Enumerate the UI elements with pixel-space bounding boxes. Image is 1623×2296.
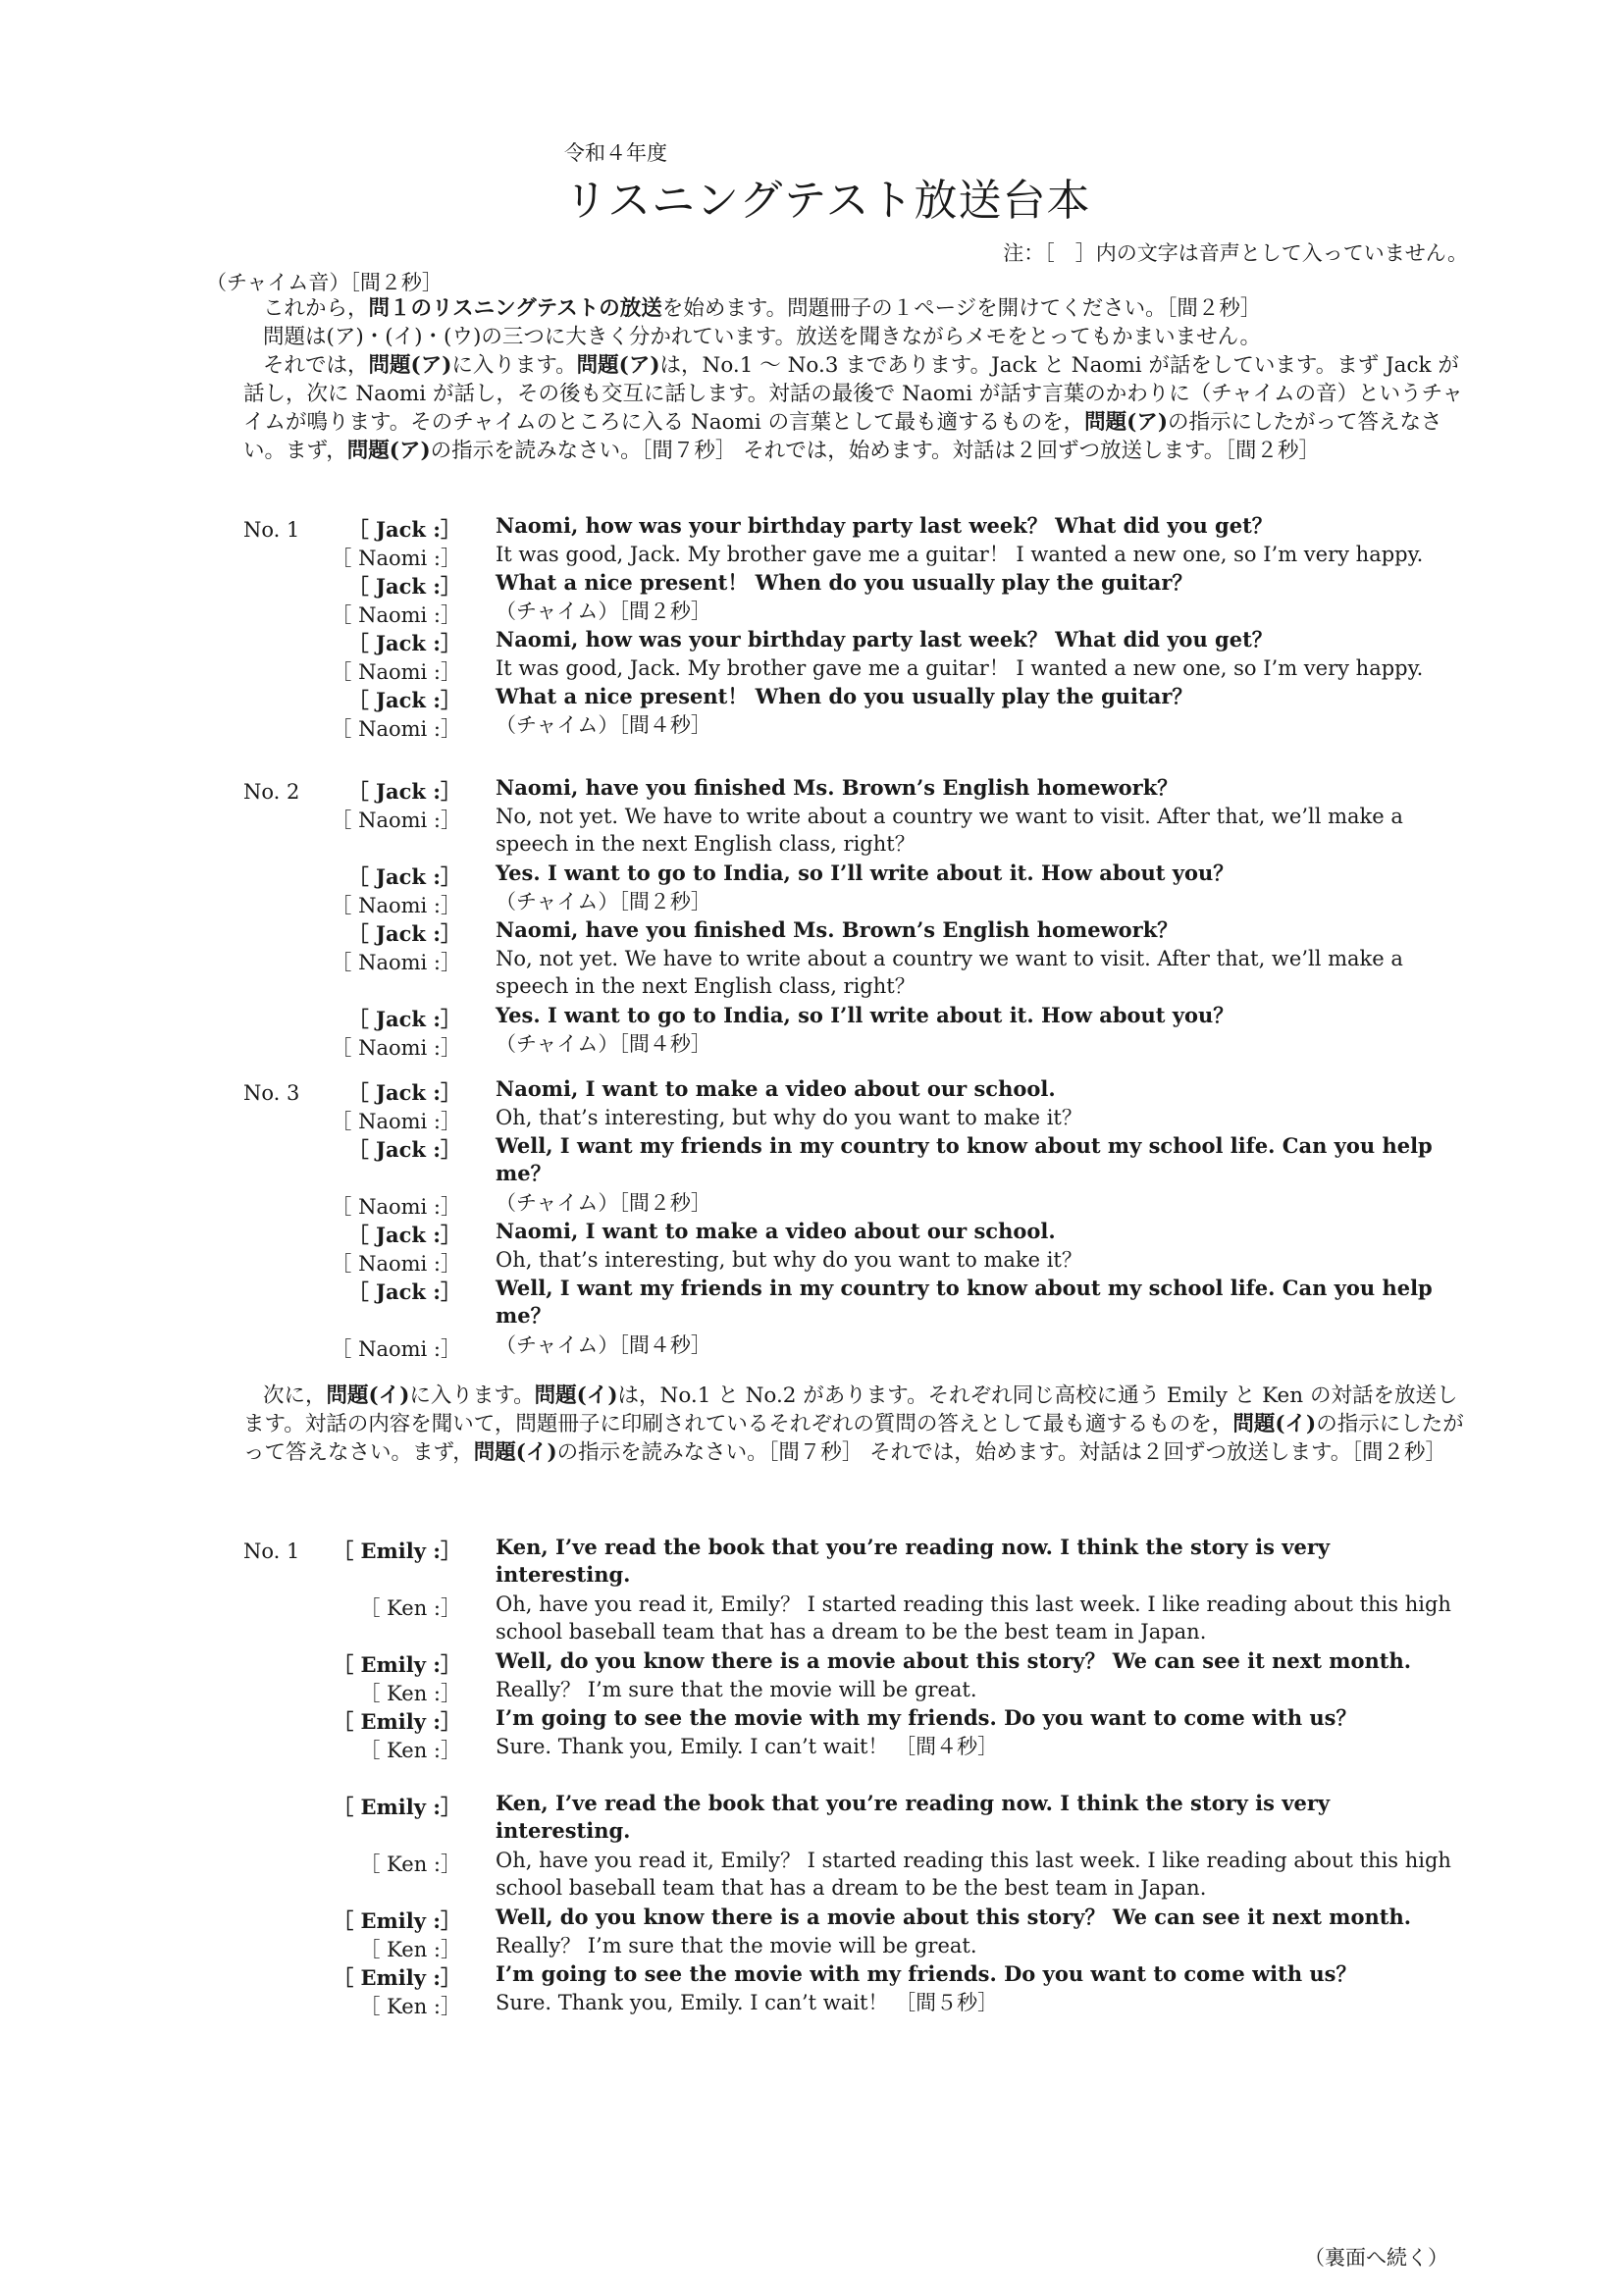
partB-a: 次に， — [263, 1383, 327, 1408]
utterance: Yes. I want to go to India, so I’ll write about it. How about you？ — [496, 1003, 1234, 1027]
intro-1a: これから， — [263, 296, 369, 321]
bracket-open: ［ — [331, 1036, 359, 1060]
bracket-close: :］ — [427, 603, 461, 627]
speaker-label — [314, 1792, 461, 1821]
utterance: Well, I want my friends in my country to know about my school life. Can you help me？ — [496, 1133, 1433, 1185]
utterance: Ken, I’ve read the book that you’re reading now. I think the story is very interesting. — [496, 1535, 1331, 1587]
bracket-close: :］ — [425, 1709, 461, 1734]
utterance: It was good, Jack. My brother gave me a guitar！ I wanted a new one, so I’m very happy. — [496, 656, 1424, 680]
partB-i: の指示を読みなさい。［間７秒］ それでは，始めます。対話は２回ずつ放送します。［間２秒］ — [556, 1440, 1447, 1465]
bracket-close: :］ — [425, 1795, 461, 1819]
intro-3i: の指示を読みなさい。［間７秒］ それでは，始めます。対話は２回ずつ放送します。［間２秒］ — [430, 439, 1321, 463]
speaker-name: Jack — [376, 1223, 426, 1247]
fiscal-year: 令和４年度 — [564, 141, 667, 165]
speaker-label — [314, 1277, 461, 1306]
bracket-close: :］ — [425, 688, 461, 712]
utterance: Naomi, have you finished Ms. Brown’s English homework？ — [496, 775, 1178, 800]
utterance: （チャイム）［間４秒］ — [496, 713, 711, 737]
bracket-open: ［ — [347, 1137, 377, 1162]
speaker-name: Jack — [376, 1137, 426, 1162]
intro-3g: の指示にしたがって答えなさい。まず， — [243, 410, 1442, 463]
bracket-open: ［ — [331, 717, 359, 741]
intro-3a: それでは， — [263, 353, 369, 378]
speaker-label — [314, 1191, 461, 1221]
intro-3f: 問題(ア) — [1084, 410, 1169, 435]
speaker-label — [314, 1934, 461, 1963]
bracket-close: :］ — [427, 547, 461, 570]
bracket-open: ［ — [347, 921, 377, 946]
utterance: Sure. Thank you, Emily. I can’t wait！ ［間４秒］ — [496, 1735, 999, 1758]
utterance: Oh, that’s interesting, but why do you want to make it？ — [496, 1106, 1082, 1129]
bracket-open: ［ — [359, 1852, 388, 1876]
bracket-close: :］ — [427, 951, 461, 974]
speaker-label — [314, 713, 461, 743]
speaker-label — [314, 1991, 461, 2020]
bracket-note: 注：［ ］内の文字は音声として入っていません。 — [1003, 241, 1468, 265]
bracket-close: :］ — [425, 1279, 461, 1304]
bracket-close: :］ — [427, 1995, 461, 2018]
intro-3b: 問題(ア) — [368, 353, 452, 378]
bracket-open: ［ — [347, 1223, 377, 1247]
utterance: Oh, have you read it, Emily？ I started reading this last week. I like reading about this high school baseball team that has a dream to be the best team in Japan. — [496, 1592, 1451, 1644]
intro-3c: に入ります。 — [451, 353, 577, 378]
bracket-open: ［ — [347, 517, 377, 542]
speaker-name: Naomi — [358, 1195, 428, 1219]
bracket-close: :］ — [427, 717, 461, 741]
speaker-label — [314, 918, 461, 948]
bracket-close: :］ — [427, 1852, 461, 1876]
bracket-open: ［ — [347, 1007, 377, 1031]
bracket-open: ［ — [333, 1795, 361, 1819]
speaker-name: Jack — [376, 1279, 426, 1304]
partB-g: の指示にしたがって答えなさい。まず， — [243, 1412, 1464, 1465]
bracket-close: :］ — [425, 631, 461, 655]
bracket-open: ［ — [333, 1539, 361, 1563]
bracket-open: ［ — [331, 894, 359, 917]
bracket-close: :］ — [427, 894, 461, 917]
intro-1c: を始めます。問題冊子の１ページを開けてください。［間２秒］ — [661, 296, 1262, 321]
speaker-name: Naomi — [358, 660, 428, 684]
speaker-name: Emily — [360, 1709, 426, 1734]
speaker-label — [314, 1032, 461, 1062]
speaker-label — [314, 543, 461, 572]
speaker-name: Ken — [387, 1739, 428, 1762]
partA-no3-label: No. 3 — [243, 1081, 300, 1105]
speaker-label — [314, 776, 461, 806]
speaker-name: Naomi — [358, 1110, 428, 1133]
utterance: （チャイム）［間４秒］ — [496, 1032, 711, 1056]
speaker-label — [314, 1106, 461, 1135]
speaker-label — [314, 890, 461, 919]
speaker-name: Naomi — [358, 809, 428, 832]
speaker-label — [314, 514, 461, 544]
utterance: Really？ I’m sure that the movie will be great. — [496, 1934, 977, 1957]
bracket-open: ［ — [333, 1965, 361, 1990]
bracket-open: ［ — [347, 1279, 377, 1304]
utterance: （チャイム）［間２秒］ — [496, 1191, 711, 1215]
bracket-close: :］ — [427, 1195, 461, 1219]
intro-line-3 — [243, 351, 1470, 465]
bracket-open: ［ — [359, 1938, 388, 1961]
bracket-close: :］ — [425, 1080, 461, 1105]
bracket-open: ［ — [347, 779, 377, 804]
speaker-label — [314, 1735, 461, 1764]
speaker-label — [314, 571, 461, 600]
partA-no2-label: No. 2 — [243, 780, 300, 804]
speaker-name: Jack — [376, 1007, 426, 1031]
partB-e: は，No.1 と No.2 があります。それぞれ同じ高校に通う Emily と Ken の対話を放送します。対話の内容を聞いて，問題冊子に印刷されているそれぞれの質問の答えとして最も適するものを， — [243, 1383, 1458, 1436]
utterance: Really？ I’m sure that the movie will be great. — [496, 1678, 977, 1701]
speaker-label — [314, 1077, 461, 1107]
bracket-open: ［ — [347, 574, 377, 599]
bracket-close: :］ — [427, 1110, 461, 1133]
speaker-label — [314, 1649, 461, 1679]
bracket-close: :］ — [425, 779, 461, 804]
bracket-open: ［ — [347, 631, 377, 655]
utterance: Naomi, how was your birthday party last week？ What did you get？ — [496, 627, 1273, 652]
utterance: It was good, Jack. My brother gave me a guitar！ I wanted a new one, so I’m very happy. — [496, 543, 1424, 566]
speaker-label — [314, 1905, 461, 1935]
utterance: Naomi, how was your birthday party last week？ What did you get？ — [496, 513, 1273, 538]
speaker-name: Jack — [376, 517, 426, 542]
partB-d: 問題(イ) — [534, 1383, 618, 1408]
utterance: Ken, I’ve read the book that you’re reading now. I think the story is very interesting. — [496, 1791, 1331, 1843]
bracket-open: ［ — [331, 547, 359, 570]
intro-3h: 問題(ア) — [346, 439, 431, 463]
bracket-close: :］ — [425, 1539, 461, 1563]
speaker-label — [314, 1220, 461, 1249]
speaker-name: Emily — [360, 1908, 426, 1933]
bracket-close: :］ — [425, 574, 461, 599]
utterance: No, not yet. We have to write about a country we want to visit. After that, we’ll make a speech in the next English class, right？ — [496, 805, 1403, 856]
utterance: Well, do you know there is a movie about this story？ We can see it next month. — [496, 1648, 1412, 1673]
utterance: Well, do you know there is a movie about this story？ We can see it next month. — [496, 1905, 1412, 1929]
speaker-name: Jack — [376, 1080, 426, 1105]
speaker-label — [314, 656, 461, 686]
bracket-close: :］ — [427, 1252, 461, 1276]
speaker-name: Ken — [387, 1596, 428, 1620]
bracket-open: ［ — [331, 1252, 359, 1276]
speaker-name: Naomi — [358, 1036, 428, 1060]
partA-no1-label: No. 1 — [243, 518, 300, 542]
partB-b: 問題(イ) — [326, 1383, 410, 1408]
speaker-label — [314, 1333, 461, 1363]
bracket-close: :］ — [425, 1137, 461, 1162]
utterance: Sure. Thank you, Emily. I can’t wait！ ［間５秒］ — [496, 1991, 999, 2014]
utterance: Oh, have you read it, Emily？ I started reading this last week. I like reading about this high school baseball team that has a dream to be the best team in Japan. — [496, 1849, 1451, 1900]
speaker-name: Naomi — [358, 951, 428, 974]
bracket-open: ［ — [347, 864, 377, 889]
bracket-close: :］ — [427, 1682, 461, 1705]
utterance: What a nice present！ When do you usually play the guitar？ — [496, 684, 1193, 708]
speaker-name: Naomi — [358, 603, 428, 627]
speaker-label — [314, 947, 461, 976]
speaker-name: Naomi — [358, 717, 428, 741]
utterance: No, not yet. We have to write about a country we want to visit. After that, we’ll make a speech in the next English class, right？ — [496, 947, 1403, 998]
speaker-name: Naomi — [358, 1337, 428, 1361]
bracket-open: ［ — [333, 1908, 361, 1933]
bracket-open: ［ — [359, 1682, 388, 1705]
partB-intro — [243, 1382, 1470, 1467]
speaker-name: Ken — [387, 1682, 428, 1705]
partB-f: 問題(イ) — [1232, 1412, 1317, 1436]
bracket-close: :］ — [425, 1652, 461, 1677]
utterance: Well, I want my friends in my country to know about my school life. Can you help me？ — [496, 1276, 1433, 1328]
bracket-close: :］ — [427, 1337, 461, 1361]
partB-c: に入ります。 — [409, 1383, 535, 1408]
speaker-name: Jack — [376, 921, 426, 946]
utterance: Naomi, have you finished Ms. Brown’s English homework？ — [496, 917, 1178, 942]
speaker-label — [314, 1849, 461, 1878]
speaker-name: Emily — [360, 1965, 426, 1990]
speaker-label — [314, 1536, 461, 1565]
bracket-close: :］ — [425, 1965, 461, 1990]
partB-h: 問題(イ) — [473, 1440, 557, 1465]
bracket-open: ［ — [333, 1652, 361, 1677]
bracket-open: ［ — [347, 688, 377, 712]
utterance: What a nice present！ When do you usually play the guitar？ — [496, 570, 1193, 595]
partB-intro-text — [243, 1382, 1470, 1467]
utterance: Naomi, I want to make a video about our school. — [496, 1076, 1056, 1101]
bracket-close: :］ — [427, 1596, 461, 1620]
page-title: リスニングテスト放送台本 — [564, 176, 1091, 226]
bracket-open: ［ — [359, 1596, 388, 1620]
partB-no1-label: No. 1 — [243, 1539, 300, 1563]
speaker-name: Ken — [387, 1938, 428, 1961]
speaker-label — [314, 628, 461, 657]
bracket-close: :］ — [427, 660, 461, 684]
bracket-open: ［ — [359, 1995, 388, 2018]
speaker-name: Jack — [376, 864, 426, 889]
bracket-close: :］ — [425, 517, 461, 542]
bracket-close: :］ — [427, 809, 461, 832]
bracket-close: :］ — [425, 1908, 461, 1933]
bracket-close: :］ — [425, 864, 461, 889]
intro-3d: 問題(ア) — [576, 353, 660, 378]
speaker-label — [314, 600, 461, 629]
speaker-label — [314, 1592, 461, 1622]
speaker-name: Jack — [376, 688, 426, 712]
speaker-name: Naomi — [358, 1252, 428, 1276]
speaker-label — [314, 1134, 461, 1164]
bracket-open: ［ — [331, 660, 359, 684]
intro-3e: は，No.1 〜 No.3 まであります。Jack と Naomi が話をしています。まず Jack が話し，次に Naomi が話し，その後も交互に話します。対話の最後で Naomi が話す言葉のかわりに（チャイムの音）というチャイムが鳴ります。そのチャイムのところに入る Naomi の言葉として最も適するものを， — [243, 353, 1464, 435]
intro-line-2: 問題は(ア)・(イ)・(ウ)の三つに大きく分かれています。放送を聞きながらメモをとってもかまいません。 — [263, 325, 1261, 349]
bracket-close: :］ — [425, 921, 461, 946]
speaker-name: Naomi — [358, 547, 428, 570]
speaker-label — [314, 1706, 461, 1736]
bracket-open: ［ — [333, 1709, 361, 1734]
utterance: Naomi, I want to make a video about our school. — [496, 1219, 1056, 1243]
continued-note: （裏面へ続く） — [1304, 2246, 1448, 2270]
speaker-name: Emily — [360, 1652, 426, 1677]
speaker-label — [314, 1678, 461, 1707]
bracket-close: :］ — [425, 1007, 461, 1031]
bracket-open: ［ — [347, 1080, 377, 1105]
utterance: （チャイム）［間４秒］ — [496, 1333, 711, 1357]
bracket-close: :］ — [427, 1739, 461, 1762]
bracket-open: ［ — [331, 1110, 359, 1133]
speaker-label — [314, 1004, 461, 1033]
speaker-name: Emily — [360, 1795, 426, 1819]
utterance: I’m going to see the movie with my friends. Do you want to come with us？ — [496, 1961, 1357, 1986]
speaker-label — [314, 685, 461, 714]
speaker-name: Emily — [360, 1539, 426, 1563]
speaker-label — [314, 805, 461, 834]
utterance: Yes. I want to go to India, so I’ll write about it. How about you？ — [496, 861, 1234, 885]
bracket-close: :］ — [427, 1938, 461, 1961]
speaker-label — [314, 861, 461, 891]
intro-paragraphs — [243, 294, 1470, 465]
speaker-label — [314, 1248, 461, 1278]
speaker-name: Naomi — [358, 894, 428, 917]
intro-1b: 問１のリスニングテストの放送 — [368, 296, 662, 321]
utterance: I’m going to see the movie with my friends. Do you want to come with us？ — [496, 1705, 1357, 1730]
speaker-label — [314, 1962, 461, 1992]
bracket-close: :］ — [427, 1036, 461, 1060]
bracket-open: ［ — [331, 809, 359, 832]
utterance: （チャイム）［間２秒］ — [496, 890, 711, 913]
speaker-name: Jack — [376, 779, 426, 804]
speaker-name: Jack — [376, 574, 426, 599]
utterance: Oh, that’s interesting, but why do you want to make it？ — [496, 1248, 1082, 1272]
bracket-open: ［ — [331, 951, 359, 974]
bracket-close: :］ — [425, 1223, 461, 1247]
intro-line-1 — [243, 294, 1470, 323]
bracket-open: ［ — [331, 603, 359, 627]
bracket-open: ［ — [331, 1195, 359, 1219]
bracket-open: ［ — [331, 1337, 359, 1361]
bracket-open: ［ — [359, 1739, 388, 1762]
utterance: （チャイム）［間２秒］ — [496, 600, 711, 623]
speaker-name: Ken — [387, 1852, 428, 1876]
speaker-name: Jack — [376, 631, 426, 655]
opening-chime: （チャイム音）［間２秒］ — [206, 271, 443, 294]
speaker-name: Ken — [387, 1995, 428, 2018]
